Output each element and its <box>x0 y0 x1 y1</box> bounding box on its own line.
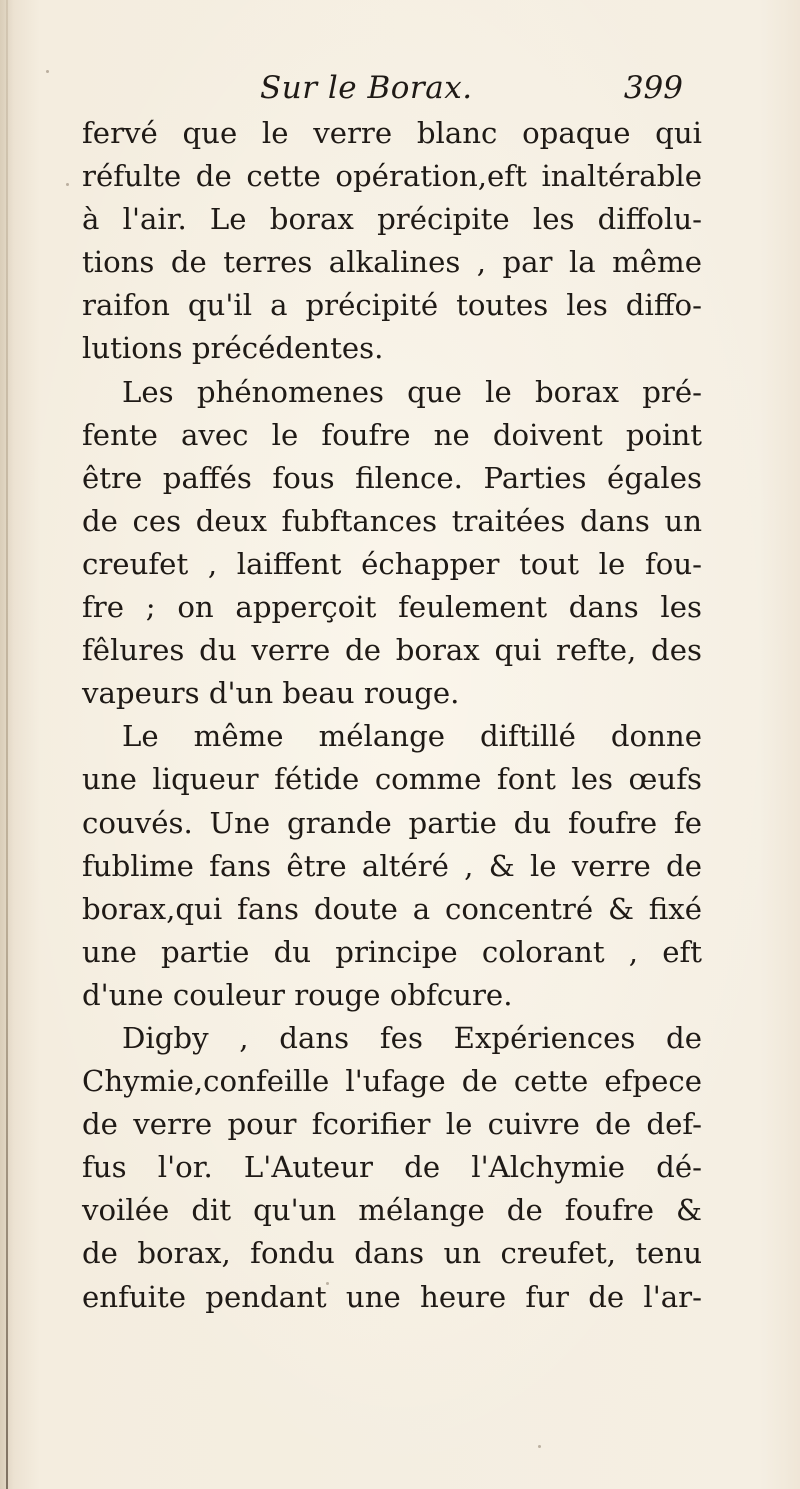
text-line: voilée dit qu'un mélange de foufre & <box>82 1193 702 1228</box>
page-number: 399 <box>623 70 683 106</box>
text-line: une partie du principe colorant , eft <box>82 934 702 969</box>
body-text <box>82 112 702 1319</box>
text-line: lutions précédentes. <box>82 331 384 366</box>
text-line: de verre pour fcorifier le cuivre de def- <box>82 1107 702 1142</box>
text-line: fus l'or. L'Auteur de l'Alchymie dé- <box>82 1150 702 1185</box>
text-line: enfuite pendant une heure fur de l'ar- <box>82 1279 702 1314</box>
text-line: une liqueur fétide comme font les œufs <box>82 762 702 797</box>
text-line: creufet , laiffent échapper tout le fou- <box>82 546 702 581</box>
paragraph-start-line: Les phénomenes que le borax pré- <box>122 374 702 409</box>
paragraph-start-line: Digby , dans fes Expériences de <box>122 1020 702 1055</box>
text-line: tions de terres alkalines , par la même <box>82 245 702 280</box>
text-line: d'une couleur rouge obfcure. <box>82 977 513 1012</box>
text-line: de borax, fondu dans un creufet, tenu <box>82 1236 702 1271</box>
text-line: vapeurs d'un beau rouge. <box>82 676 460 711</box>
page-gutter-shadow <box>6 0 8 1489</box>
text-line: à l'air. Le borax précipite les diffolu- <box>82 202 702 237</box>
text-line: être paffés fous filence. Parties égales <box>82 460 702 495</box>
page-header <box>80 70 683 114</box>
text-line: borax,qui fans doute a concentré & fixé <box>82 891 702 926</box>
text-line: fêlures du verre de borax qui refte, des <box>82 633 702 668</box>
text-line: fervé que le verre blanc opaque qui <box>82 116 702 150</box>
running-title: Sur le Borax. <box>260 70 473 106</box>
text-line: Chymie,confeille l'ufage de cette efpece <box>82 1064 702 1099</box>
paragraph-start-line: Le même mélange diftillé donne <box>122 719 702 754</box>
text-line: fublime fans être altéré , & le verre de <box>82 848 702 883</box>
text-line: fre ; on apperçoit feulement dans les <box>82 590 702 625</box>
paper-speck <box>46 70 49 73</box>
text-line: raifon qu'il a précipité toutes les diffo- <box>82 288 702 323</box>
text-line: réfulte de cette opération,eft inaltérable <box>82 159 702 194</box>
text-line: couvés. Une grande partie du foufre fe <box>82 805 702 840</box>
paper-speck <box>538 1445 541 1448</box>
text-line: de ces deux fubftances traitées dans un <box>82 503 702 538</box>
text-line: fente avec le foufre ne doivent point <box>82 417 702 452</box>
paper-speck <box>326 1282 329 1285</box>
paper-speck <box>66 183 69 186</box>
